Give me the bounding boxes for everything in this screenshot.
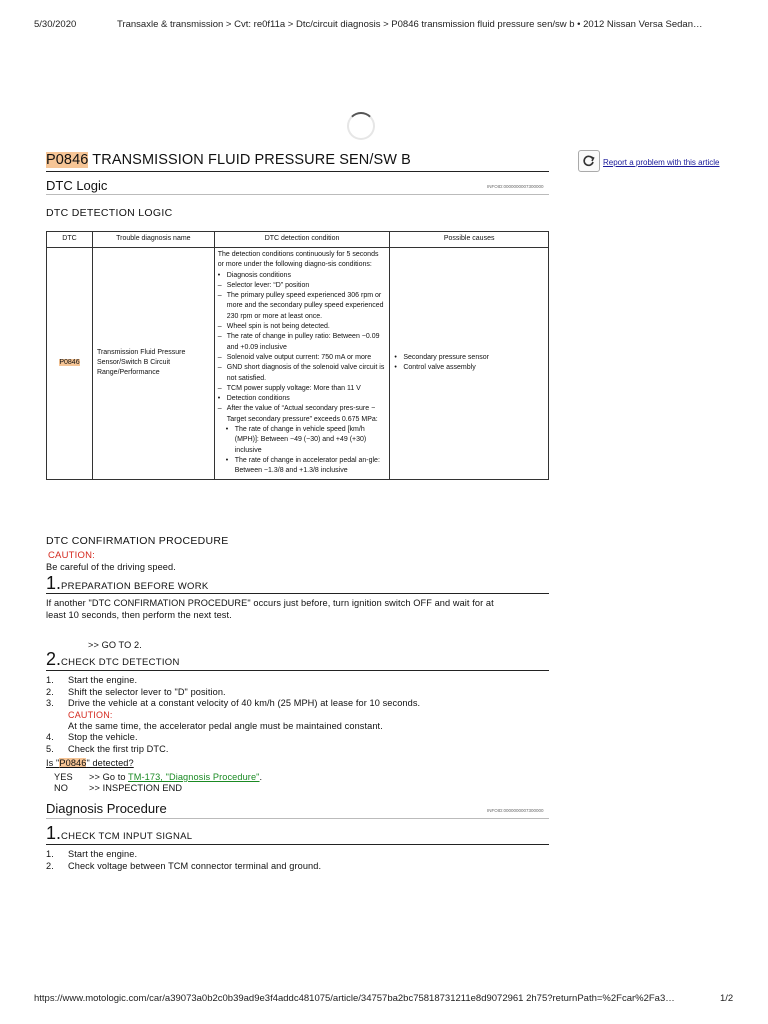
step-label: CHECK DTC DETECTION bbox=[61, 657, 180, 668]
list-item bbox=[46, 744, 546, 756]
item-number: 1. bbox=[46, 849, 54, 859]
item-number: 5. bbox=[46, 743, 54, 754]
list-item bbox=[46, 849, 546, 861]
item-number: 2. bbox=[46, 860, 54, 871]
step-divider bbox=[46, 844, 549, 845]
column-header: DTC bbox=[47, 232, 93, 248]
bullet-marker: – bbox=[217, 384, 222, 392]
condition-text: Solenoid valve output current: 750 mA or more bbox=[226, 353, 372, 361]
item-text: Start the engine. bbox=[68, 675, 138, 685]
trouble-name-cell: Transmission Fluid Pressure Sensor/Switch B Circuit Range/Performance bbox=[92, 248, 214, 480]
condition-text: After the value of “Actual secondary pres-sure − Target secondary pressure” exceeds 0.675 MPa: bbox=[226, 405, 378, 423]
step-heading bbox=[46, 823, 192, 844]
report-problem-link[interactable]: Report a problem with this article bbox=[603, 158, 720, 167]
bullet-marker: • bbox=[225, 426, 229, 434]
title-text: TRANSMISSION FLUID PRESSURE SEN/SW B bbox=[88, 152, 411, 168]
condition-item bbox=[218, 353, 387, 363]
column-header: Possible causes bbox=[390, 232, 549, 248]
diagnosis-procedure-link[interactable]: TM-173, "Diagnosis Procedure" bbox=[128, 772, 260, 782]
answer-text: >> Go to bbox=[89, 772, 129, 782]
bullet-marker: – bbox=[217, 281, 222, 289]
answer-yes-label: YES bbox=[54, 772, 73, 782]
info-id: INFOID:0000000007300000 bbox=[487, 184, 544, 189]
bullet-marker: – bbox=[217, 353, 222, 361]
condition-item bbox=[218, 384, 387, 394]
cause-item bbox=[394, 363, 544, 373]
item-text: Start the engine. bbox=[68, 849, 138, 859]
condition-item bbox=[218, 332, 387, 353]
condition-text: Diagnosis conditions bbox=[226, 271, 291, 279]
item-number: 2. bbox=[46, 686, 54, 697]
condition-item bbox=[218, 322, 387, 332]
report-problem-button[interactable] bbox=[578, 150, 600, 172]
condition-text: GND short diagnosis of the solenoid valve circuit is not satisfied. bbox=[226, 364, 385, 382]
condition-item bbox=[218, 281, 387, 291]
title-dtc-code: P0846 bbox=[46, 152, 89, 168]
causes-list bbox=[394, 353, 544, 374]
list-item bbox=[46, 698, 546, 710]
bullet-marker: • bbox=[394, 364, 397, 372]
procedure-list bbox=[46, 732, 546, 755]
procedure-list bbox=[46, 675, 546, 710]
item-number: 4. bbox=[46, 732, 54, 742]
condition-item bbox=[218, 363, 387, 384]
condition-cell bbox=[214, 248, 390, 480]
answer-text: . bbox=[259, 772, 263, 782]
breadcrumb: Transaxle & transmission > Cvt: re0f11a > Dtc/circuit diagnosis > P0846 transmission fluid pressure sen/sw b • 2012 Nissan Versa Sedan… bbox=[117, 19, 703, 30]
page-title bbox=[46, 152, 411, 168]
page-number: 1/2 bbox=[720, 993, 734, 1004]
cause-item bbox=[394, 353, 544, 363]
step-label: PREPARATION BEFORE WORK bbox=[61, 581, 209, 592]
list-item bbox=[46, 732, 546, 744]
condition-text: The rate of change in pulley ratio: Between −0.09 and +0.09 inclusive bbox=[226, 333, 380, 351]
bullet-marker: – bbox=[217, 364, 222, 372]
question-text: " detected? bbox=[86, 758, 134, 768]
answer-no: >> INSPECTION END bbox=[89, 783, 183, 793]
condition-item bbox=[218, 425, 387, 456]
loading-spinner-icon bbox=[347, 112, 375, 140]
condition-text: Selector lever: “D” position bbox=[226, 281, 310, 289]
section-divider bbox=[46, 818, 549, 819]
list-item bbox=[46, 687, 546, 699]
condition-item bbox=[218, 456, 387, 477]
caution-label: CAUTION: bbox=[48, 550, 95, 561]
column-header: DTC detection condition bbox=[214, 232, 390, 248]
condition-intro: The detection conditions continuously for 5 seconds or more under the following diagno-sis conditions: bbox=[217, 251, 379, 269]
item-text: Shift the selector lever to "D" position. bbox=[68, 686, 226, 697]
dtc-detection-table bbox=[46, 231, 549, 480]
item-number: 1. bbox=[46, 675, 54, 685]
step-number: 2. bbox=[46, 649, 62, 669]
section-heading-diagnosis: Diagnosis Procedure bbox=[46, 801, 167, 816]
print-date: 5/30/2020 bbox=[34, 19, 77, 30]
bullet-marker: – bbox=[217, 333, 222, 341]
dtc-code: P0846 bbox=[59, 359, 80, 367]
condition-text: The primary pulley speed experienced 306 rpm or more and the secondary pulley speed experienced 230 rpm or more at least once. bbox=[226, 292, 384, 320]
refresh-icon bbox=[579, 151, 599, 171]
item-text: Check the first trip DTC. bbox=[68, 743, 169, 754]
table-header-row bbox=[47, 232, 549, 248]
bullet-marker: • bbox=[217, 395, 221, 403]
causes-cell bbox=[390, 248, 549, 480]
question-text: Is " bbox=[46, 758, 60, 768]
section-divider bbox=[46, 194, 549, 195]
procedure-list bbox=[46, 849, 546, 872]
bullet-marker: – bbox=[217, 292, 222, 300]
answer-no-label: NO bbox=[54, 783, 68, 793]
section-heading-dtc-logic: DTC Logic bbox=[46, 178, 108, 193]
question bbox=[46, 758, 134, 768]
condition-item bbox=[218, 291, 387, 322]
bullet-marker: – bbox=[217, 323, 222, 331]
condition-item bbox=[218, 271, 387, 281]
step-number: 1. bbox=[46, 573, 62, 593]
cause-text: Control valve assembly bbox=[403, 364, 476, 372]
condition-item bbox=[218, 404, 387, 425]
cause-text: Secondary pressure sensor bbox=[403, 353, 489, 361]
goto-text: >> GO TO 2. bbox=[88, 640, 142, 650]
bullet-marker: • bbox=[217, 271, 221, 279]
title-divider bbox=[46, 171, 549, 172]
step-text: least 10 seconds, then perform the next test. bbox=[46, 610, 232, 620]
step-text: If another "DTC CONFIRMATION PROCEDURE" occurs just before, turn ignition switch OFF and wait for at bbox=[46, 598, 494, 608]
table-row bbox=[47, 248, 549, 480]
item-text: Check voltage between TCM connector terminal and ground. bbox=[68, 860, 322, 871]
bullet-marker: – bbox=[217, 405, 222, 413]
item-text: Stop the vehicle. bbox=[68, 732, 138, 742]
condition-text: TCM power supply voltage: More than 11 V bbox=[226, 384, 361, 392]
caution-text: At the same time, the accelerator pedal angle must be maintained constant. bbox=[68, 721, 383, 731]
step-number: 1. bbox=[46, 823, 62, 843]
condition-text: The rate of change in accelerator pedal an-gle: Between −1.3/8 and +1.3/8 inclusive bbox=[234, 456, 380, 475]
caution-label: CAUTION: bbox=[68, 710, 113, 720]
condition-text: Wheel spin is not being detected. bbox=[226, 323, 330, 331]
step-heading bbox=[46, 649, 180, 670]
list-item bbox=[46, 675, 546, 687]
column-header: Trouble diagnosis name bbox=[92, 232, 214, 248]
info-id: INFOID:0000000007300000 bbox=[487, 808, 544, 813]
item-number: 3. bbox=[46, 698, 54, 708]
condition-list bbox=[218, 271, 387, 477]
step-heading bbox=[46, 573, 209, 594]
answer-yes bbox=[89, 772, 262, 782]
bullet-marker: • bbox=[394, 353, 397, 361]
bullet-marker: • bbox=[225, 456, 229, 464]
dtc-detection-logic-heading: DTC DETECTION LOGIC bbox=[46, 207, 173, 219]
condition-text: Detection conditions bbox=[226, 395, 290, 403]
list-item bbox=[46, 861, 546, 873]
condition-text: The rate of change in vehicle speed [km/h (MPH)]: Between −49 (−30) and +49 (+30) inclusive bbox=[234, 426, 367, 454]
question-dtc-code: P0846 bbox=[59, 758, 87, 768]
dtc-confirmation-heading: DTC CONFIRMATION PROCEDURE bbox=[46, 535, 229, 547]
dtc-cell bbox=[47, 248, 93, 480]
step-divider bbox=[46, 670, 549, 671]
footer-url: https://www.motologic.com/car/a39073a0b2c0b39ad9e3f4addc481075/article/34757ba2bc75818731211e8d9072961 2h75?returnPath=%2Fcar%2Fa3… bbox=[34, 993, 675, 1004]
step-divider bbox=[46, 593, 549, 594]
step-label: CHECK TCM INPUT SIGNAL bbox=[61, 831, 193, 842]
item-text: Drive the vehicle at a constant velocity of 40 km/h (25 MPH) at lease for 10 seconds. bbox=[68, 698, 421, 708]
caution-text: Be careful of the driving speed. bbox=[46, 562, 176, 572]
condition-item bbox=[218, 394, 387, 404]
